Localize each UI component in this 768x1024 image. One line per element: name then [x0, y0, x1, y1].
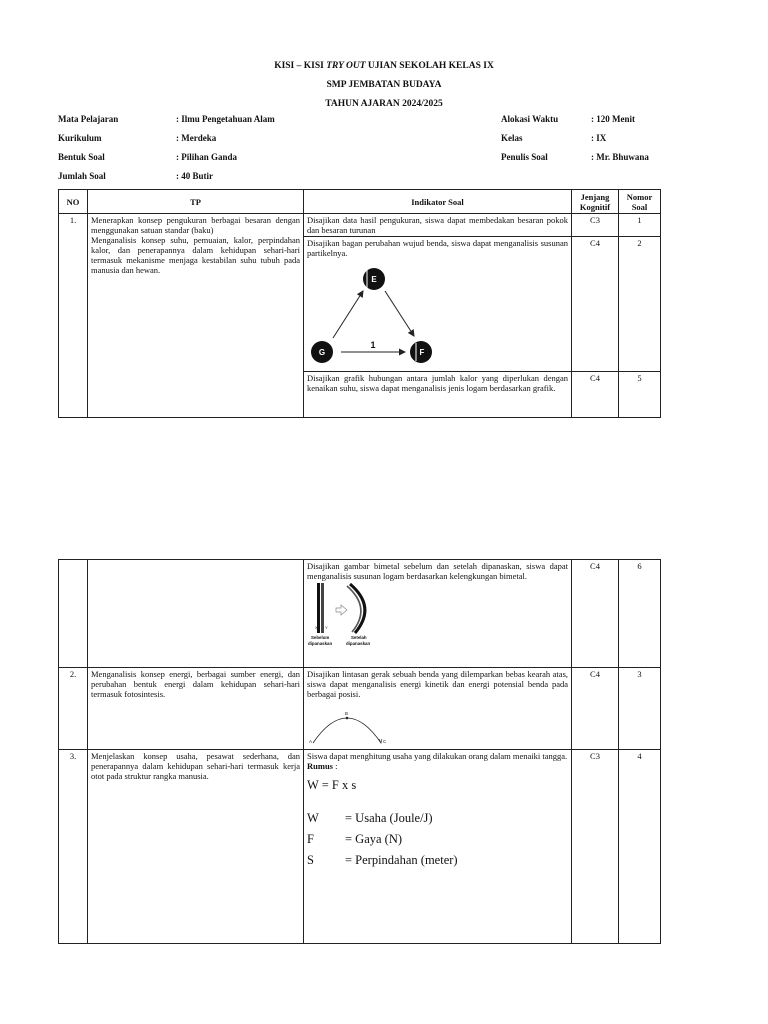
tp-cell: Menjelaskan konsep usaha, pesawat sederhana, dan penerapannya dalam kehidupan sehari-hari termasuk kerja otot pada struktur rangka manusia. — [88, 750, 304, 944]
meta-row: Kelas : IX — [501, 133, 607, 143]
table-row — [59, 214, 661, 237]
question-number-cell: 1 — [619, 214, 661, 237]
level-cell: C4 — [572, 560, 619, 668]
svg-text:X: X — [315, 625, 318, 630]
point-b — [346, 717, 349, 720]
meta-row: Penulis Soal : Mr. Bhuwana — [501, 152, 649, 162]
formula-main: W = F x s — [307, 778, 357, 792]
svg-text:A: A — [309, 739, 313, 744]
col-nomor: Nomor Soal — [619, 190, 661, 214]
phase-change-diagram — [307, 258, 447, 370]
arrow-e-to-f — [385, 291, 414, 336]
indikator-cell: Disajikan grafik hubungan antara jumlah kalor yang diperlukan dengan kenaikan suhu, siswa dapat menganalisis jenis logam berdasarkan grafik. — [304, 372, 572, 418]
indikator-cell: Disajikan data hasil pengukuran, siswa dapat membedakan besaran pokok dan besaran turunan — [304, 214, 572, 237]
trajectory-path — [313, 718, 381, 743]
row-number — [59, 560, 88, 668]
bimetal-diagram — [307, 581, 387, 651]
row-number: 2. — [59, 668, 88, 750]
indikator-cell — [304, 750, 572, 944]
arrow-label: 1 — [370, 340, 376, 350]
indikator-text: Disajikan gambar bimetal sebelum dan setelah dipanaskan, siswa dapat menganalisis susunan logam berdasarkan kelengkungan bimetal. — [307, 561, 568, 581]
level-cell: C4 — [572, 372, 619, 418]
formula-block — [307, 775, 568, 871]
formula-def: W = Usaha (Joule/J) — [307, 811, 433, 825]
meta-row: Bentuk Soal : Pilihan Ganda — [58, 152, 238, 162]
tp-text: Menerapkan konsep pengukuran berbagai besaran dengan menggunakan satuan standar (baku) — [91, 215, 300, 235]
meta-left — [58, 110, 275, 186]
meta-right — [501, 110, 649, 167]
kisi-table-2 — [58, 559, 661, 944]
svg-text:C: C — [383, 739, 387, 744]
question-number-cell: 2 — [619, 237, 661, 372]
svg-text:B: B — [345, 711, 349, 716]
node-f-label: F — [419, 348, 425, 357]
document-title: KISI – KISI TRY OUT UJIAN SEKOLAH KELAS IX — [274, 61, 494, 71]
label-after: Setelah dipanaskan — [346, 635, 371, 646]
meta-row: Jumlah Soal : 40 Butir — [58, 171, 213, 181]
level-cell: C4 — [572, 668, 619, 750]
row-number: 3. — [59, 750, 88, 944]
indikator-cell — [304, 668, 572, 750]
meta-row: Mata Pelajaran : Ilmu Pengetahuan Alam — [58, 114, 275, 124]
col-no: NO — [59, 190, 88, 214]
arrow-icon — [336, 605, 347, 615]
indikator-cell — [304, 237, 572, 372]
school-name: SMP JEMBATAN BUDAYA — [326, 80, 442, 90]
table-header-row — [59, 190, 661, 214]
label-before: Sebelum dipanaskan — [308, 635, 333, 646]
indikator-text: Disajikan lintasan gerak sebuah benda yang dilemparkan bebas kearah atas, siswa dapat menganalisis energi kinetik dan energi potensial benda pada berbagai posisi. — [307, 669, 568, 699]
formula-def: S = Perpindahan (meter) — [307, 853, 458, 867]
table-row — [59, 668, 661, 750]
question-number-cell: 6 — [619, 560, 661, 668]
academic-year: TAHUN AJARAN 2024/2025 — [325, 99, 443, 109]
rumus-heading: Rumus : — [307, 761, 338, 771]
indikator-cell — [304, 560, 572, 668]
col-tp: TP — [88, 190, 304, 214]
level-cell: C3 — [572, 750, 619, 944]
node-g-label: G — [318, 348, 326, 357]
meta-row: Kurikulum : Merdeka — [58, 133, 217, 143]
question-number-cell: 3 — [619, 668, 661, 750]
col-indikator: Indikator Soal — [304, 190, 572, 214]
bimetal-strip-y — [321, 583, 324, 633]
tp-cell — [88, 560, 304, 668]
meta-row: Alokasi Waktu : 120 Menit — [501, 114, 635, 124]
svg-text:Y: Y — [325, 625, 328, 630]
question-number-cell: 5 — [619, 372, 661, 418]
tp-text: Menganalisis konsep suhu, pemuaian, kalor, perpindahan kalor, dan penerapannya dalam kehidupan sehari-hari termasuk mekanisme menjaga kestabilan suhu tubuh pada manusia dan hewan. — [91, 235, 300, 275]
node-e-label: E — [371, 275, 377, 284]
col-jenjang: Jenjang Kognitif — [572, 190, 619, 214]
level-cell: C3 — [572, 214, 619, 237]
tp-cell — [88, 214, 304, 418]
table-row — [59, 560, 661, 668]
level-cell: C4 — [572, 237, 619, 372]
question-number-cell: 4 — [619, 750, 661, 944]
projectile-diagram — [307, 699, 397, 745]
formula-def: F = Gaya (N) — [307, 832, 403, 846]
table-row — [59, 750, 661, 944]
row-number: 1. — [59, 214, 88, 418]
arrow-g-to-e — [333, 291, 363, 338]
kisi-table-1 — [58, 189, 661, 418]
tp-cell: Menganalisis konsep energi, berbagai sumber energi, dan perubahan bentuk energi dalam kehidupan sehari-hari termasuk fotosintesis. — [88, 668, 304, 750]
indikator-text: Disajikan bagan perubahan wujud benda, siswa dapat menganalisis susunan partikelnya. — [307, 238, 568, 258]
document-header — [0, 57, 768, 114]
indikator-text: Siswa dapat menghitung usaha yang dilakukan orang dalam menaiki tangga. — [307, 751, 568, 761]
